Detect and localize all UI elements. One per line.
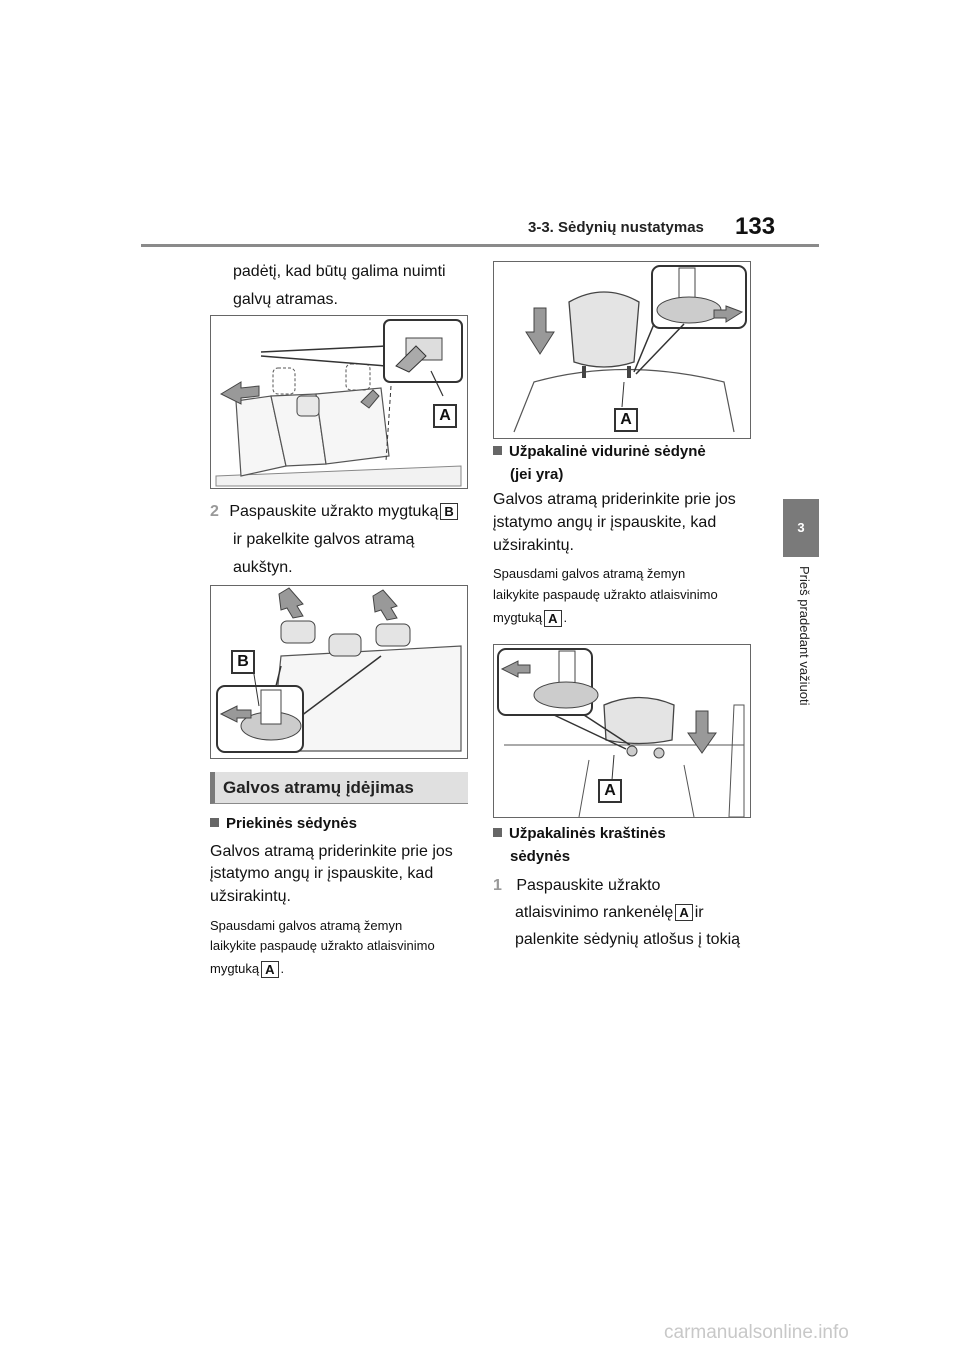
bullet-square-icon	[493, 446, 502, 455]
callout-a: A	[261, 961, 278, 978]
figure-lift-headrests	[210, 585, 468, 759]
header-rule	[141, 244, 819, 247]
rear-middle-line-2: įstatymo angų ir įspauskite, kad	[493, 514, 717, 531]
step-1-line-3: palenkite sėdynių atlošus į tokią	[515, 931, 741, 948]
step-1	[493, 872, 660, 900]
rear-middle-note-3: mygtuką A .	[493, 610, 568, 627]
figure-label-b: B	[231, 650, 255, 674]
figure-label-a: A	[433, 404, 457, 428]
step-2-number: 2	[210, 503, 219, 520]
front-note-1: Spausdami galvos atramą žemyn	[210, 918, 403, 933]
intro-line-1: padėtį, kad būtų galima nuimti	[233, 263, 446, 280]
chapter-tab[interactable]: 3	[783, 499, 819, 557]
section-band-title: Galvos atramų įdėjimas	[223, 778, 414, 797]
bullet-square-icon	[493, 828, 502, 837]
watermark: carmanualsonline.info	[664, 1322, 849, 1343]
front-line-1: Galvos atramą priderinkite prie jos	[210, 843, 453, 860]
step-1-number: 1	[493, 877, 502, 894]
figure-insert-middle-headrest	[493, 261, 751, 439]
rear-middle-line-3: užsirakintų.	[493, 537, 574, 554]
intro-line-2: galvų atramas.	[233, 291, 338, 308]
callout-a: A	[675, 904, 692, 921]
section-header: 3-3. Sėdynių nustatymas	[528, 219, 704, 236]
step-2-line-2: ir pakelkite galvos atramą	[233, 531, 415, 548]
step-2-text: Paspauskite užrakto mygtuką	[229, 503, 439, 520]
figure-label-a: A	[614, 408, 638, 432]
rear-side-heading: Užpakalinės kraštinės	[493, 820, 666, 848]
figure-rear-seats-fold	[210, 315, 468, 489]
rear-middle-line-1: Galvos atramą priderinkite prie jos	[493, 491, 736, 508]
front-seats-heading: Priekinės sėdynės	[210, 810, 357, 838]
front-line-2: įstatymo angų ir įspauskite, kad	[210, 865, 434, 882]
page-number: 133	[735, 213, 776, 240]
step-2	[210, 498, 460, 526]
step-2-line-3: aukštyn.	[233, 559, 293, 576]
front-note-3: mygtuką A .	[210, 961, 285, 978]
rear-side-heading-2: sėdynės	[510, 848, 571, 865]
rear-middle-heading-2: (jei yra)	[510, 466, 564, 483]
front-note-2: laikykite paspaudę užrakto atlaisvinimo	[210, 938, 435, 953]
rear-middle-note-2: laikykite paspaudę užrakto atlaisvinimo	[493, 587, 718, 602]
callout-a: A	[544, 610, 561, 627]
section-band	[210, 772, 468, 804]
step-1-text: Paspauskite užrakto	[516, 877, 661, 894]
callout-b: B	[440, 503, 457, 520]
rear-middle-note-1: Spausdami galvos atramą žemyn	[493, 566, 686, 581]
figure-insert-side-headrest	[493, 644, 751, 818]
bullet-square-icon	[210, 818, 219, 827]
step-1-line-2: atlaisvinimo rankenėlę A ir	[515, 904, 704, 921]
figure-label-a: A	[598, 779, 622, 803]
rear-middle-heading: Užpakalinė vidurinė sėdynė	[493, 438, 706, 466]
chapter-tab-label: Prieš pradedant važiuoti	[797, 566, 812, 706]
front-line-3: užsirakintų.	[210, 888, 291, 905]
